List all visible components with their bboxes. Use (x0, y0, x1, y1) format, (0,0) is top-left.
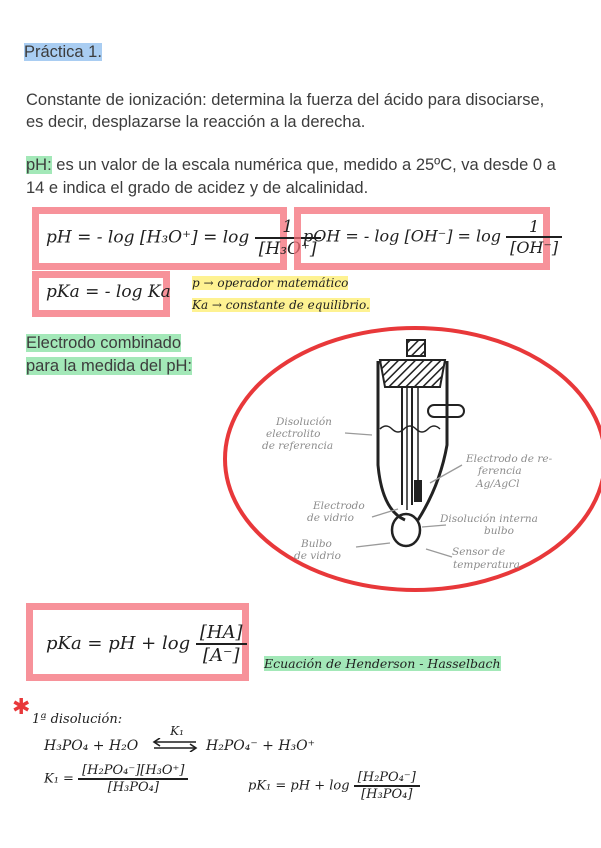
electrode-heading-text-2: para la medida del pH: (26, 357, 193, 375)
poh-formula (303, 217, 562, 257)
note-ka (192, 298, 370, 312)
label-referencia-3: Ag/AgCl (476, 478, 520, 490)
poh-fraction-denominator: [OH⁻] (510, 238, 559, 257)
pk1-lhs: pK₁ = pH + log (248, 778, 350, 794)
electrode-cap-top (407, 340, 425, 356)
pka-formula: pKa = - log Ka (46, 282, 171, 302)
poh-formula-lhs: pOH = - log [OH⁻] = log (303, 226, 502, 246)
henderson-formula (46, 622, 247, 666)
reference-element (414, 480, 422, 502)
ph-fraction-denominator: [H₃O⁺] (258, 239, 317, 259)
label-bulbo-2: de vidrio (294, 550, 341, 562)
henderson-numerator: [HA] (196, 622, 247, 645)
pk1-numerator: [H₂PO₄⁻] (354, 770, 420, 787)
ph-formula-lhs: pH = - log [H₃O⁺] = log (46, 227, 250, 248)
poh-fraction-numerator: 1 (506, 217, 562, 238)
reaction-right: H₂PO₄⁻ + H₃O⁺ (206, 738, 316, 754)
label-sensor-1: Sensor de (452, 546, 506, 558)
label-disolucion-1: Disolución (276, 416, 332, 428)
k1-fraction (78, 763, 188, 795)
note-ka-text: Ka → constante de equilibrio. (192, 298, 370, 312)
label-sensor-2: temperatura (453, 559, 520, 571)
ph-definition-line-1 (26, 153, 556, 177)
ph-formula (46, 217, 321, 259)
note-p (192, 276, 348, 290)
equilibrium-arrow-icon (150, 738, 200, 752)
asterisk-icon: ✱ (12, 694, 31, 719)
label-vidrio-2: de vidrio (307, 512, 354, 524)
henderson-denominator: [A⁻] (202, 645, 240, 666)
k1-numerator: [H₂PO₄⁻][H₃O⁺] (78, 763, 188, 780)
label-disolucion-2: electrolito (266, 428, 321, 440)
label-referencia-1: Electrodo de re- (466, 453, 553, 465)
label-disolucion-3: de referencia (262, 440, 334, 452)
reaction-left: H₃PO₄ + H₂O (44, 738, 139, 754)
pk1-fraction (354, 770, 420, 802)
note-p-text: p → operador matemático (192, 276, 349, 290)
reaction-k: K₁ (170, 724, 184, 738)
henderson-name-text: Ecuación de Henderson - Hasselbach (264, 656, 501, 671)
electrode-diagram (0, 325, 601, 595)
page-title (24, 40, 102, 64)
dissolution-heading: 1ª disolución: (32, 712, 123, 727)
electrode-cap (380, 360, 445, 387)
label-interna-1: Disolución interna (440, 513, 538, 525)
liquid-level (380, 426, 440, 432)
electrode-heading-text-1: Electrodo combinado (26, 334, 182, 352)
henderson-lhs: pKa = pH + log (46, 633, 191, 654)
k1-formula (44, 763, 188, 795)
ph-definition-text: es un valor de la escala numérica que, medido a 25ºC, va desde 0 a (51, 156, 556, 174)
k1-lhs: K₁ = (44, 771, 74, 787)
ph-definition-line-2: 14 e indica el grado de acidez y de alcalinidad. (26, 179, 369, 197)
pk1-formula (248, 770, 420, 802)
title-highlight: Práctica 1. (24, 43, 102, 61)
ionization-definition-line-1: Constante de ionización: determina la fuerza del ácido para disociarse, (26, 91, 545, 109)
ionization-definition-line-2: es decir, desplazarse la reacción a la derecha. (26, 113, 366, 131)
pk1-denominator: [H₃PO₄] (361, 787, 413, 802)
label-interna-2: bulbo (484, 525, 514, 537)
label-vidrio-1: Electrodo (313, 500, 365, 512)
label-referencia-2: ferencia (478, 465, 522, 477)
ph-term: pH: (26, 156, 52, 174)
henderson-fraction (196, 622, 247, 666)
henderson-name (264, 656, 501, 671)
ph-fraction-numerator: 1 (255, 217, 321, 239)
poh-fraction (506, 217, 562, 257)
k1-denominator: [H₃PO₄] (107, 780, 159, 795)
glass-bulb (392, 514, 420, 546)
label-bulbo-1: Bulbo (301, 538, 332, 550)
